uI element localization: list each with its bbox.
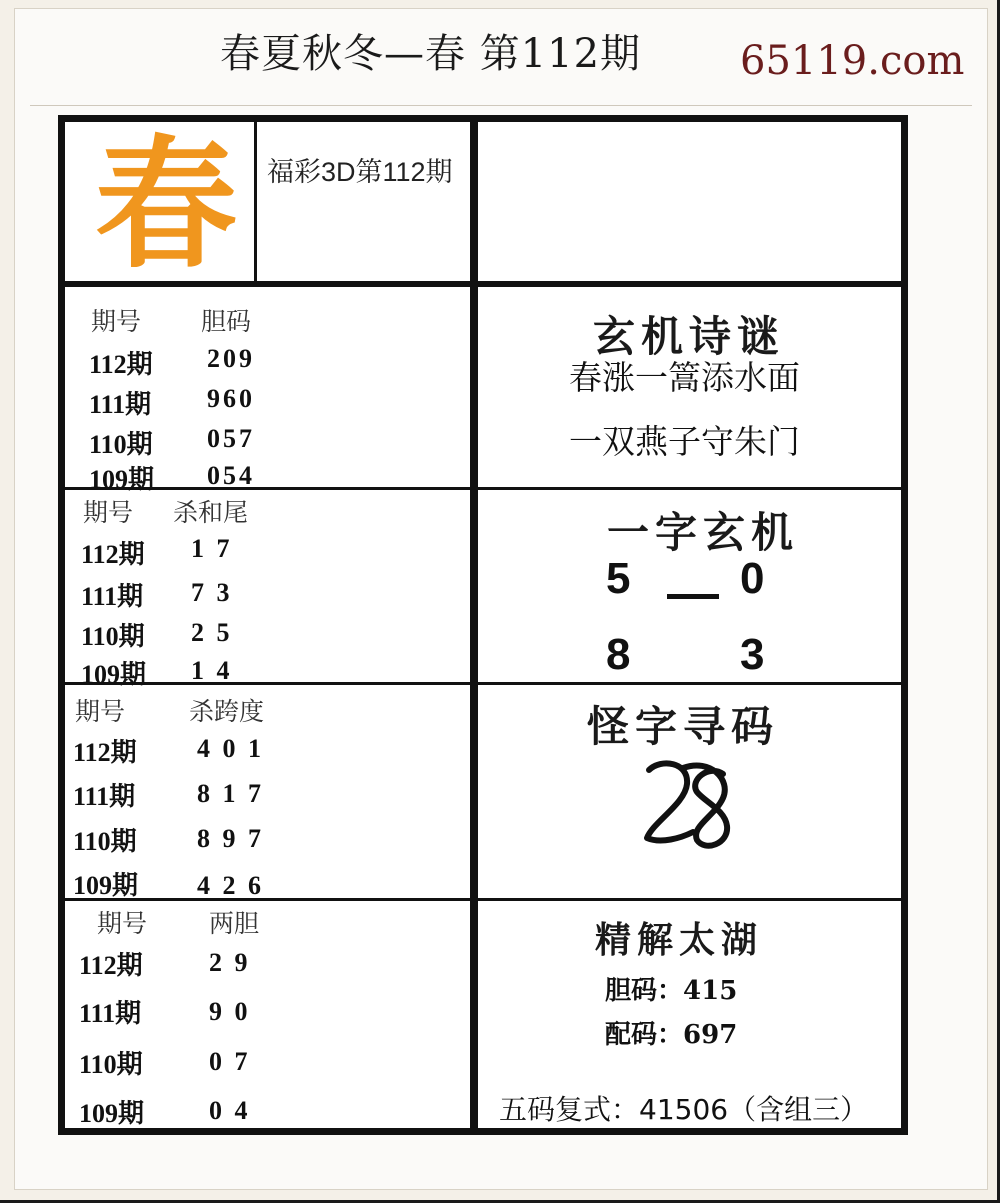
jingjie-dan-line <box>605 970 737 1007</box>
top-left-divider <box>254 122 257 282</box>
riddle-line-1: 春涨一篙添水面 <box>569 358 800 397</box>
jingjie-title: 精解太湖 <box>595 919 764 961</box>
yizi-digit-3: 8 <box>606 630 631 679</box>
jingjie-pei-line <box>605 1014 737 1051</box>
dan-ma-value-2: 960 <box>207 384 255 413</box>
sha-kua-du-col1: 期号 <box>75 697 126 726</box>
sha-he-wei-value-4: 1 4 <box>191 656 233 685</box>
liang-dan-col1: 期号 <box>97 909 148 938</box>
sha-kua-du-value-2: 8 1 7 <box>197 779 264 808</box>
jingjie-five-note: （含组三） <box>728 1093 869 1126</box>
site-watermark: 65119.com <box>740 38 965 84</box>
sha-kua-du-period-2: 111期 <box>73 782 136 811</box>
liang-dan-period-1: 112期 <box>79 951 143 980</box>
liang-dan-value-4: 0 4 <box>209 1096 251 1125</box>
sha-he-wei-period-3: 110期 <box>81 622 145 651</box>
yizi-digit-2: 0 <box>740 554 765 603</box>
sha-kua-du-value-4: 4 2 6 <box>197 871 264 900</box>
jingjie-five-label: 五码复式： <box>499 1093 640 1126</box>
sha-he-wei-period-4: 109期 <box>81 660 147 689</box>
header-divider <box>30 105 972 106</box>
dan-ma-value-4: 054 <box>207 461 255 490</box>
jingjie-five-value: 41506 <box>639 1093 729 1126</box>
riddle-line-2: 一双燕子守朱门 <box>569 422 800 461</box>
yizi-dash-mark <box>667 594 719 599</box>
row-divider-right-2 <box>478 487 901 490</box>
guaizi-title: 怪字寻码 <box>587 702 780 751</box>
yizi-digit-4: 3 <box>740 630 765 679</box>
sha-kua-du-col2: 杀跨度 <box>189 697 265 726</box>
liang-dan-value-2: 9 0 <box>209 997 251 1026</box>
jingjie-dan-label: 胆码： <box>605 976 684 1006</box>
center-divider <box>470 122 478 1128</box>
row-divider-right-4 <box>478 898 901 901</box>
row-divider-right-3 <box>478 682 901 685</box>
sha-kua-du-period-4: 109期 <box>73 871 139 900</box>
liang-dan-value-3: 0 7 <box>209 1047 251 1076</box>
dan-ma-period-2: 111期 <box>89 390 152 419</box>
liang-dan-period-4: 109期 <box>79 1099 145 1128</box>
dan-ma-period-1: 112期 <box>89 350 153 379</box>
dan-ma-col2: 胆码 <box>201 307 252 336</box>
sha-kua-du-value-3: 8 9 7 <box>197 824 264 853</box>
guaizi-glyph-icon <box>631 752 741 852</box>
dan-ma-col1: 期号 <box>91 307 142 336</box>
sha-he-wei-col2: 杀和尾 <box>173 498 249 527</box>
sha-kua-du-period-3: 110期 <box>73 827 137 856</box>
jingjie-five-line <box>499 1088 868 1128</box>
lottery-board <box>58 115 908 1135</box>
sha-kua-du-value-1: 4 0 1 <box>197 734 264 763</box>
page-title: 春夏秋冬—春 第112期 <box>220 31 642 77</box>
liang-dan-col2: 两胆 <box>209 909 260 938</box>
liang-dan-value-1: 2 9 <box>209 948 251 977</box>
sha-he-wei-value-2: 7 3 <box>191 578 233 607</box>
liang-dan-period-2: 111期 <box>79 999 142 1028</box>
yizi-digit-1: 5 <box>606 554 631 603</box>
season-char: 春 <box>95 122 237 288</box>
jingjie-dan-value: 415 <box>683 976 738 1006</box>
sha-he-wei-period-2: 111期 <box>81 582 144 611</box>
lottery-issue-label: 福彩3D第112期 <box>267 157 453 187</box>
yizi-title: 一字玄机 <box>607 508 800 557</box>
dan-ma-period-3: 110期 <box>89 430 153 459</box>
sha-kua-du-period-1: 112期 <box>73 738 137 767</box>
riddle-title: 玄机诗谜 <box>593 312 786 361</box>
jingjie-pei-value: 697 <box>683 1020 738 1050</box>
sha-he-wei-value-3: 2 5 <box>191 618 233 647</box>
sha-he-wei-col1: 期号 <box>83 498 134 527</box>
sha-he-wei-value-1: 1 7 <box>191 534 233 563</box>
jingjie-pei-label: 配码： <box>605 1020 684 1050</box>
dan-ma-value-3: 057 <box>207 424 255 453</box>
dan-ma-value-1: 209 <box>207 344 255 373</box>
liang-dan-period-3: 110期 <box>79 1050 143 1079</box>
dan-ma-period-4: 109期 <box>89 465 155 494</box>
sha-he-wei-period-1: 112期 <box>81 540 145 569</box>
